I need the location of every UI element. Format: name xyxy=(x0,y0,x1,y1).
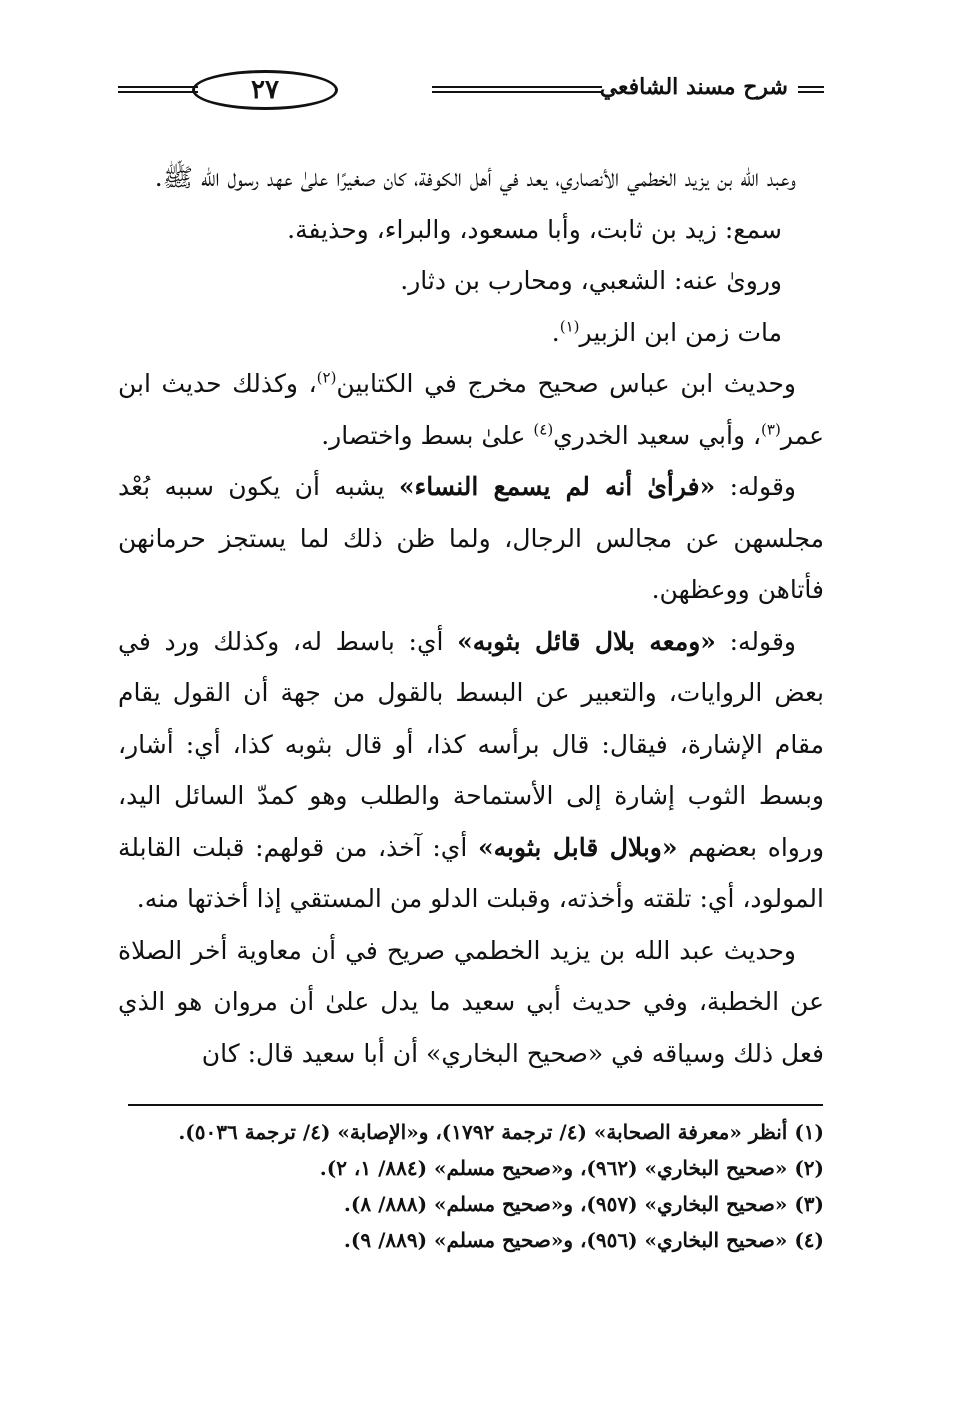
body-text xyxy=(118,152,824,1079)
text-run: وحديث ابن عباس صحيح مخرج في الكتابين xyxy=(336,369,796,398)
header-rule-left xyxy=(118,86,198,93)
header-rule-middle xyxy=(432,86,602,93)
paragraph-bilal-garment xyxy=(118,616,824,925)
text-run: يشبه أن يكون سببه بُعْد مجلسهن عن مجالس الرجال، ولما ظن ذلك لما يستجز حرمانهن فأتاهن ووعظهن. xyxy=(118,472,824,604)
paragraph-death xyxy=(118,307,824,359)
text-run: أي: آخذ، من قولهم: قبلت القابلة المولود، أي: تلقته وأخذته، وقبلت الدلو من المستقي إذا أخذتها منه. xyxy=(118,832,824,913)
text-run: ، وأبي سعيد الخدري xyxy=(553,420,762,450)
quoted-hadith: «ومعه بلال قائل بثوبه» xyxy=(457,626,716,656)
footnote-ref-4[interactable]: (٤) xyxy=(533,420,554,439)
footnote-ref-1[interactable]: (١) xyxy=(559,317,580,336)
footnotes xyxy=(118,1114,824,1258)
paragraph-narrated-from: وروىٰ عنه: الشعبي، ومحارب بن دثار. xyxy=(400,266,782,295)
paragraph-women-sermon xyxy=(118,461,824,616)
footnote-ref-3[interactable]: (٣) xyxy=(761,420,781,439)
header-rule-right xyxy=(798,86,824,93)
footnote-separator xyxy=(128,1104,823,1106)
quoted-hadith: «فرأىٰ أنه لم يسمع النساء» xyxy=(398,472,716,501)
footnote-1: (١) أنظر «معرفة الصحابة» (٤/ ترجمة ١٧٩٢)، و«الإصابة» (٤/ ترجمة ٥٠٣٦). xyxy=(178,1120,824,1144)
running-header xyxy=(118,66,824,116)
header-title: شرح مسند الشافعي xyxy=(599,74,788,100)
page-number-badge xyxy=(192,70,338,110)
paragraph-hadith-sources xyxy=(118,358,824,461)
paragraph-khatmi-hadith: وحديث عبد الله بن يزيد الخطمي صريح في أن معاوية أخر الصلاة عن الخطبة، وفي حديث أبي سعيد ما يدل علىٰ أن مروان هو الذي فعل ذلك وسياقه في «صحيح البخاري» أن أبا سعيد قال: كان xyxy=(118,935,824,1068)
page-number: ٢٧ xyxy=(251,75,279,105)
text-run: أي: باسط له، وكذلك ورد في بعض الروايات، والتعبير عن البسط بالقول من جهة أن القول يقام مقام الإشارة، فيقال: قال برأسه كذا، أو قال بثوبه كذا، أي: أشار، وبسط الثوب إشارة إلى الأستماحة والطلب وهو كمدّ السائل اليد، ورواه بعضهم xyxy=(118,626,825,862)
footnote-2: (٢) «صحيح البخاري» (٩٦٢)، و«صحيح مسلم» (٨٨٤/ ١، ٢). xyxy=(319,1156,824,1180)
quoted-hadith: «وبلال قابل بثوبه» xyxy=(477,832,678,862)
text-run: علىٰ بسط واختصار. xyxy=(321,420,534,450)
paragraph-heard-from: سمع: زيد بن ثابت، وأبا مسعود، والبراء، وحذيفة. xyxy=(287,214,782,244)
footnote-4: (٤) «صحيح البخاري» (٩٥٦)، و«صحيح مسلم» (٨٨٩/ ٩). xyxy=(343,1228,824,1252)
text-run: وقوله: xyxy=(715,472,796,501)
death-end: . xyxy=(551,317,560,347)
text-run: وقوله: xyxy=(715,626,796,656)
footnote-3: (٣) «صحيح البخاري» (٩٥٧)، و«صحيح مسلم» (٨٨٨/ ٨). xyxy=(343,1192,824,1216)
paragraph-biography: وعبد الله بن يزيد الخطمي الأنصاري، يعد في أهل الكوفة، كان صغيرًا علىٰ عهد رسول الله ﷺ. xyxy=(154,163,796,192)
death-text: مات زمن ابن الزبير xyxy=(579,317,782,347)
text-run: ، وكذلك حديث ابن عمر xyxy=(118,369,824,450)
footnote-ref-2[interactable]: (٢) xyxy=(316,368,337,387)
